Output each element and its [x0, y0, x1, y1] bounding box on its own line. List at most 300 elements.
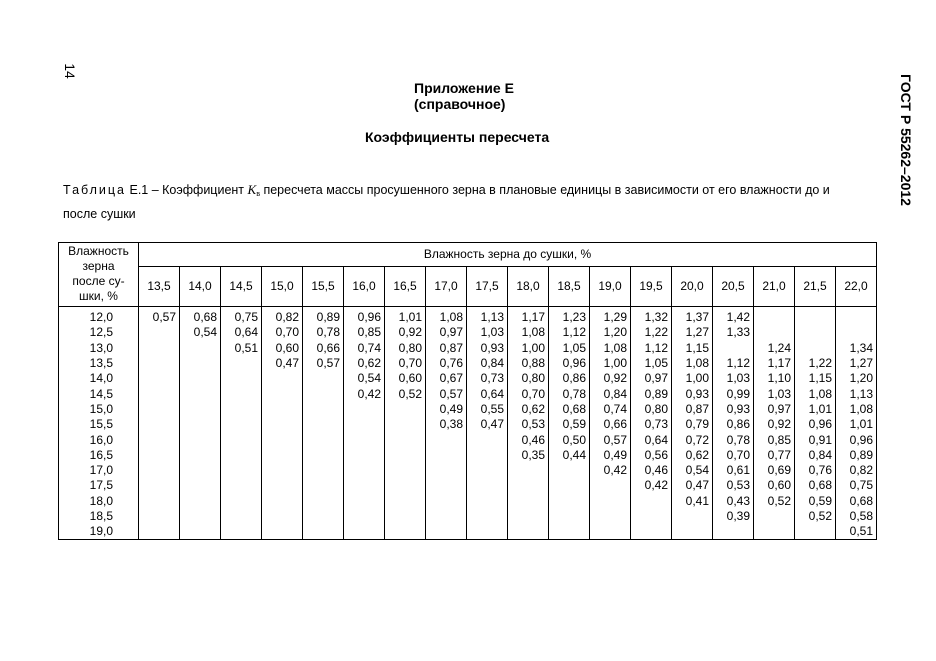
- table-cell: 0,76: [426, 356, 467, 371]
- table-cell: [385, 524, 426, 540]
- table-cell: [139, 463, 180, 478]
- table-cell: [549, 509, 590, 524]
- table-cell: [467, 524, 508, 540]
- table-cell: 0,60: [385, 371, 426, 386]
- table-cell: [426, 478, 467, 493]
- table-cell: 1,17: [508, 307, 549, 326]
- table-cell: 0,59: [549, 417, 590, 432]
- table-cell: [713, 341, 754, 356]
- table-cell: 1,08: [672, 356, 713, 371]
- table-cell: [426, 509, 467, 524]
- table-cell: 0,44: [549, 448, 590, 463]
- table-cell: 0,72: [672, 432, 713, 447]
- table-cell: 0,68: [180, 307, 221, 326]
- table-cell: [180, 432, 221, 447]
- table-cell: [139, 478, 180, 493]
- table-cell: [467, 494, 508, 509]
- table-cell: 0,59: [795, 494, 836, 509]
- table-row: [59, 341, 877, 356]
- row-header: 13,5: [59, 356, 139, 371]
- row-header: 12,0: [59, 307, 139, 326]
- column-header: 13,5: [139, 266, 180, 306]
- table-cell: [303, 417, 344, 432]
- table-cell: [262, 448, 303, 463]
- corner-header-line: зерна: [82, 259, 115, 273]
- table-cell: 0,46: [508, 432, 549, 447]
- table-cell: 0,57: [139, 307, 180, 326]
- table-cell: 0,55: [467, 402, 508, 417]
- table-row: [59, 448, 877, 463]
- table-cell: 0,66: [590, 417, 631, 432]
- table-cell: 1,01: [795, 402, 836, 417]
- table-caption: [63, 180, 863, 224]
- table-cell: [303, 371, 344, 386]
- column-header: 21,0: [754, 266, 795, 306]
- table-cell: [180, 478, 221, 493]
- table-cell: 1,34: [836, 341, 877, 356]
- caption-symbol-letter: K: [247, 182, 257, 197]
- table-cell: [262, 494, 303, 509]
- table-cell: 0,78: [713, 432, 754, 447]
- table-cell: 0,89: [631, 386, 672, 401]
- table-cell: 0,76: [795, 463, 836, 478]
- table-cell: [180, 371, 221, 386]
- table-cell: [139, 524, 180, 540]
- column-header: 18,5: [549, 266, 590, 306]
- table-cell: [221, 478, 262, 493]
- row-header: 15,0: [59, 402, 139, 417]
- table-cell: 0,74: [590, 402, 631, 417]
- table-cell: [344, 448, 385, 463]
- row-header: 17,5: [59, 478, 139, 493]
- table-cell: [180, 509, 221, 524]
- table-cell: 0,52: [795, 509, 836, 524]
- table-cell: 0,41: [672, 494, 713, 509]
- column-header: 17,5: [467, 266, 508, 306]
- row-header: 16,5: [59, 448, 139, 463]
- table-cell: 0,85: [754, 432, 795, 447]
- table-cell: [262, 524, 303, 540]
- table-cell: 0,62: [672, 448, 713, 463]
- table-cell: 0,79: [672, 417, 713, 432]
- table-cell: 1,01: [836, 417, 877, 432]
- table-cell: [754, 307, 795, 326]
- table-cell: 1,00: [508, 341, 549, 356]
- table-cell: 0,73: [631, 417, 672, 432]
- corner-header: [59, 243, 139, 307]
- table-cell: [344, 478, 385, 493]
- table-cell: 0,93: [672, 386, 713, 401]
- table-cell: [508, 463, 549, 478]
- caption-symbol: [248, 182, 260, 197]
- table-cell: [262, 417, 303, 432]
- annex-subtitle: (справочное): [414, 96, 506, 112]
- table-cell: [180, 341, 221, 356]
- table-cell: [180, 524, 221, 540]
- table-cell: 0,57: [590, 432, 631, 447]
- table-cell: [344, 432, 385, 447]
- table-cell: [139, 494, 180, 509]
- row-header: 16,0: [59, 432, 139, 447]
- table-cell: 1,22: [795, 356, 836, 371]
- table-cell: 0,96: [795, 417, 836, 432]
- caption-number: Е.1 – Коэффициент: [126, 183, 248, 197]
- table-cell: [836, 307, 877, 326]
- table-cell: 0,51: [221, 341, 262, 356]
- caption-label: Таблица: [63, 183, 127, 197]
- table-cell: 1,29: [590, 307, 631, 326]
- table-cell: [303, 524, 344, 540]
- table-cell: [590, 494, 631, 509]
- table-cell: 0,84: [590, 386, 631, 401]
- table-cell: 1,12: [713, 356, 754, 371]
- table-cell: 0,52: [754, 494, 795, 509]
- table-cell: 0,46: [631, 463, 672, 478]
- table-cell: [344, 524, 385, 540]
- table-cell: [262, 463, 303, 478]
- table-cell: 0,85: [344, 325, 385, 340]
- table-cell: [385, 448, 426, 463]
- table-cell: [549, 524, 590, 540]
- table-cell: 0,80: [508, 371, 549, 386]
- table-cell: [262, 478, 303, 493]
- table-cell: 0,84: [467, 356, 508, 371]
- table-cell: [467, 448, 508, 463]
- table-cell: [139, 371, 180, 386]
- table-cell: [139, 356, 180, 371]
- table-cell: [221, 509, 262, 524]
- table-cell: [508, 524, 549, 540]
- table-cell: [385, 432, 426, 447]
- table-cell: 1,27: [836, 356, 877, 371]
- caption-symbol-sub: в: [256, 189, 260, 198]
- table-cell: 1,00: [590, 356, 631, 371]
- table-cell: 0,89: [303, 307, 344, 326]
- table-cell: [303, 478, 344, 493]
- table-cell: 0,57: [426, 386, 467, 401]
- corner-header-line: шки, %: [79, 289, 118, 303]
- column-header: 16,5: [385, 266, 426, 306]
- table-cell: 1,13: [467, 307, 508, 326]
- group-header: Влажность зерна до сушки, %: [139, 243, 877, 267]
- column-header: 22,0: [836, 266, 877, 306]
- table-cell: [139, 341, 180, 356]
- table-cell: 1,03: [754, 386, 795, 401]
- table-cell: [303, 494, 344, 509]
- table-cell: 0,82: [836, 463, 877, 478]
- table-cell: [262, 432, 303, 447]
- table-cell: [836, 325, 877, 340]
- table-cell: [303, 402, 344, 417]
- table-cell: [139, 386, 180, 401]
- table-cell: [549, 463, 590, 478]
- table-cell: 1,03: [713, 371, 754, 386]
- table-cell: [467, 463, 508, 478]
- table-cell: [139, 402, 180, 417]
- column-header: 16,0: [344, 266, 385, 306]
- table-cell: 0,47: [672, 478, 713, 493]
- table-cell: 0,68: [549, 402, 590, 417]
- annex-title: Приложение Е: [414, 80, 514, 96]
- table-cell: 1,24: [754, 341, 795, 356]
- table-cell: 1,00: [672, 371, 713, 386]
- table-cell: 1,23: [549, 307, 590, 326]
- table-cell: 1,20: [590, 325, 631, 340]
- table-cell: 0,64: [221, 325, 262, 340]
- table-cell: [303, 386, 344, 401]
- table-cell: [180, 417, 221, 432]
- table-cell: 0,64: [631, 432, 672, 447]
- column-header: 19,5: [631, 266, 672, 306]
- table-cell: 1,03: [467, 325, 508, 340]
- table-cell: [180, 448, 221, 463]
- table-cell: 0,67: [426, 371, 467, 386]
- table-cell: [467, 432, 508, 447]
- table-cell: 1,08: [508, 325, 549, 340]
- table-cell: [180, 402, 221, 417]
- table-cell: 1,15: [795, 371, 836, 386]
- coefficient-table: [58, 242, 877, 540]
- table-cell: 1,17: [754, 356, 795, 371]
- row-header: 17,0: [59, 463, 139, 478]
- table-cell: 0,97: [631, 371, 672, 386]
- table-cell: 0,68: [836, 494, 877, 509]
- table-cell: 0,47: [262, 356, 303, 371]
- table-cell: [672, 509, 713, 524]
- table-cell: 0,96: [836, 432, 877, 447]
- table-row: [59, 402, 877, 417]
- caption-text: пересчета массы просушенного зерна в плановые единицы в зависимости от его влажности до и после сушки: [63, 183, 830, 221]
- corner-header-line: Влажность: [68, 244, 129, 258]
- column-header: 14,5: [221, 266, 262, 306]
- table-cell: 0,53: [508, 417, 549, 432]
- table-cell: 0,74: [344, 341, 385, 356]
- table-cell: 0,87: [426, 341, 467, 356]
- table-cell: [221, 524, 262, 540]
- table-cell: 0,84: [795, 448, 836, 463]
- table-cell: 0,70: [262, 325, 303, 340]
- table-cell: [631, 524, 672, 540]
- table-cell: 0,58: [836, 509, 877, 524]
- table-cell: 1,20: [836, 371, 877, 386]
- table-cell: 1,12: [549, 325, 590, 340]
- table-cell: [508, 509, 549, 524]
- table-cell: 0,93: [713, 402, 754, 417]
- table-row: [59, 356, 877, 371]
- table-cell: 0,49: [426, 402, 467, 417]
- table-row: [59, 371, 877, 386]
- table-cell: [795, 325, 836, 340]
- table-row: [59, 463, 877, 478]
- table-cell: 0,54: [180, 325, 221, 340]
- table-cell: 0,61: [713, 463, 754, 478]
- table-cell: [590, 509, 631, 524]
- table-cell: 1,33: [713, 325, 754, 340]
- table-cell: 1,05: [549, 341, 590, 356]
- table-cell: 0,91: [795, 432, 836, 447]
- table-cell: 0,87: [672, 402, 713, 417]
- table-cell: 0,86: [549, 371, 590, 386]
- table-cell: [344, 402, 385, 417]
- row-header: 14,0: [59, 371, 139, 386]
- table-cell: 0,54: [672, 463, 713, 478]
- table-cell: [467, 478, 508, 493]
- table-cell: [385, 509, 426, 524]
- corner-header-line: после су-: [72, 274, 125, 288]
- table-cell: [754, 325, 795, 340]
- table-cell: [426, 524, 467, 540]
- table-cell: [303, 432, 344, 447]
- table-cell: 1,05: [631, 356, 672, 371]
- table-cell: [180, 463, 221, 478]
- row-header: 15,5: [59, 417, 139, 432]
- table-cell: [344, 509, 385, 524]
- table-cell: 1,08: [836, 402, 877, 417]
- table-cell: [631, 494, 672, 509]
- row-header: 18,5: [59, 509, 139, 524]
- row-header: 13,0: [59, 341, 139, 356]
- table-cell: 0,42: [344, 386, 385, 401]
- table-cell: 1,08: [426, 307, 467, 326]
- table-cell: 0,92: [385, 325, 426, 340]
- table-cell: [139, 325, 180, 340]
- table-cell: 1,37: [672, 307, 713, 326]
- table-cell: 0,70: [385, 356, 426, 371]
- table-cell: 0,38: [426, 417, 467, 432]
- table-cell: [508, 478, 549, 493]
- column-header: 19,0: [590, 266, 631, 306]
- table-cell: [221, 463, 262, 478]
- table-cell: 0,78: [549, 386, 590, 401]
- table-cell: 0,51: [836, 524, 877, 540]
- table-cell: [385, 494, 426, 509]
- table-cell: 0,56: [631, 448, 672, 463]
- table-cell: 0,54: [344, 371, 385, 386]
- table-cell: [139, 432, 180, 447]
- table-cell: [344, 494, 385, 509]
- row-header: 12,5: [59, 325, 139, 340]
- column-header: 20,5: [713, 266, 754, 306]
- table-cell: [180, 356, 221, 371]
- table-cell: 0,53: [713, 478, 754, 493]
- table-cell: 0,75: [221, 307, 262, 326]
- table-cell: [754, 524, 795, 540]
- table-cell: 0,50: [549, 432, 590, 447]
- table-cell: [221, 371, 262, 386]
- column-header: 15,0: [262, 266, 303, 306]
- table-cell: [139, 417, 180, 432]
- table-cell: [221, 432, 262, 447]
- table-cell: [385, 463, 426, 478]
- row-header: 19,0: [59, 524, 139, 540]
- table-cell: 0,49: [590, 448, 631, 463]
- table-cell: 0,70: [713, 448, 754, 463]
- table-cell: [590, 524, 631, 540]
- table-cell: 1,15: [672, 341, 713, 356]
- table-cell: [426, 463, 467, 478]
- table-cell: 0,62: [508, 402, 549, 417]
- table-cell: 0,69: [754, 463, 795, 478]
- table-cell: [180, 386, 221, 401]
- table-cell: 0,42: [631, 478, 672, 493]
- table-cell: 0,80: [631, 402, 672, 417]
- table-cell: [467, 509, 508, 524]
- table-cell: [221, 494, 262, 509]
- table-cell: 0,92: [590, 371, 631, 386]
- table-cell: 0,60: [754, 478, 795, 493]
- column-header: 21,5: [795, 266, 836, 306]
- table-cell: [303, 509, 344, 524]
- table-cell: [795, 524, 836, 540]
- table-cell: 0,66: [303, 341, 344, 356]
- table-cell: 0,39: [713, 509, 754, 524]
- table-cell: [631, 509, 672, 524]
- table-cell: 0,43: [713, 494, 754, 509]
- table-cell: 0,92: [754, 417, 795, 432]
- table-cell: 0,86: [713, 417, 754, 432]
- table-cell: 0,73: [467, 371, 508, 386]
- table-cell: [549, 478, 590, 493]
- table-cell: 0,47: [467, 417, 508, 432]
- table-cell: [426, 448, 467, 463]
- table-cell: 0,97: [754, 402, 795, 417]
- section-title: Коэффициенты пересчета: [365, 129, 550, 145]
- table-row: [59, 417, 877, 432]
- table-cell: 0,96: [344, 307, 385, 326]
- table-cell: [139, 448, 180, 463]
- table-cell: 0,82: [262, 307, 303, 326]
- column-header: 17,0: [426, 266, 467, 306]
- table-cell: 0,42: [590, 463, 631, 478]
- table-row: [59, 386, 877, 401]
- table-cell: [221, 386, 262, 401]
- table-cell: 0,62: [344, 356, 385, 371]
- table-cell: 1,13: [836, 386, 877, 401]
- table-row: [59, 432, 877, 447]
- table-cell: [590, 478, 631, 493]
- table-row: [59, 478, 877, 493]
- table-cell: [672, 524, 713, 540]
- table-cell: 0,57: [303, 356, 344, 371]
- table-cell: [385, 478, 426, 493]
- table-cell: [713, 524, 754, 540]
- table-cell: [221, 402, 262, 417]
- table-cell: 0,60: [262, 341, 303, 356]
- table-cell: [221, 356, 262, 371]
- column-header: 18,0: [508, 266, 549, 306]
- table-cell: [426, 432, 467, 447]
- table-cell: 1,08: [590, 341, 631, 356]
- table-cell: [180, 494, 221, 509]
- table-row: [59, 509, 877, 524]
- table-cell: 0,35: [508, 448, 549, 463]
- table-cell: [549, 494, 590, 509]
- table-cell: [344, 417, 385, 432]
- table-cell: 0,52: [385, 386, 426, 401]
- column-header: 14,0: [180, 266, 221, 306]
- row-header: 14,5: [59, 386, 139, 401]
- table-cell: 1,32: [631, 307, 672, 326]
- table-cell: 1,01: [385, 307, 426, 326]
- table-cell: 0,64: [467, 386, 508, 401]
- table-cell: 0,99: [713, 386, 754, 401]
- table-cell: [303, 463, 344, 478]
- column-header: 15,5: [303, 266, 344, 306]
- page-number: 14: [61, 63, 78, 79]
- table-row: [59, 307, 877, 326]
- table-cell: 0,68: [795, 478, 836, 493]
- row-header: 18,0: [59, 494, 139, 509]
